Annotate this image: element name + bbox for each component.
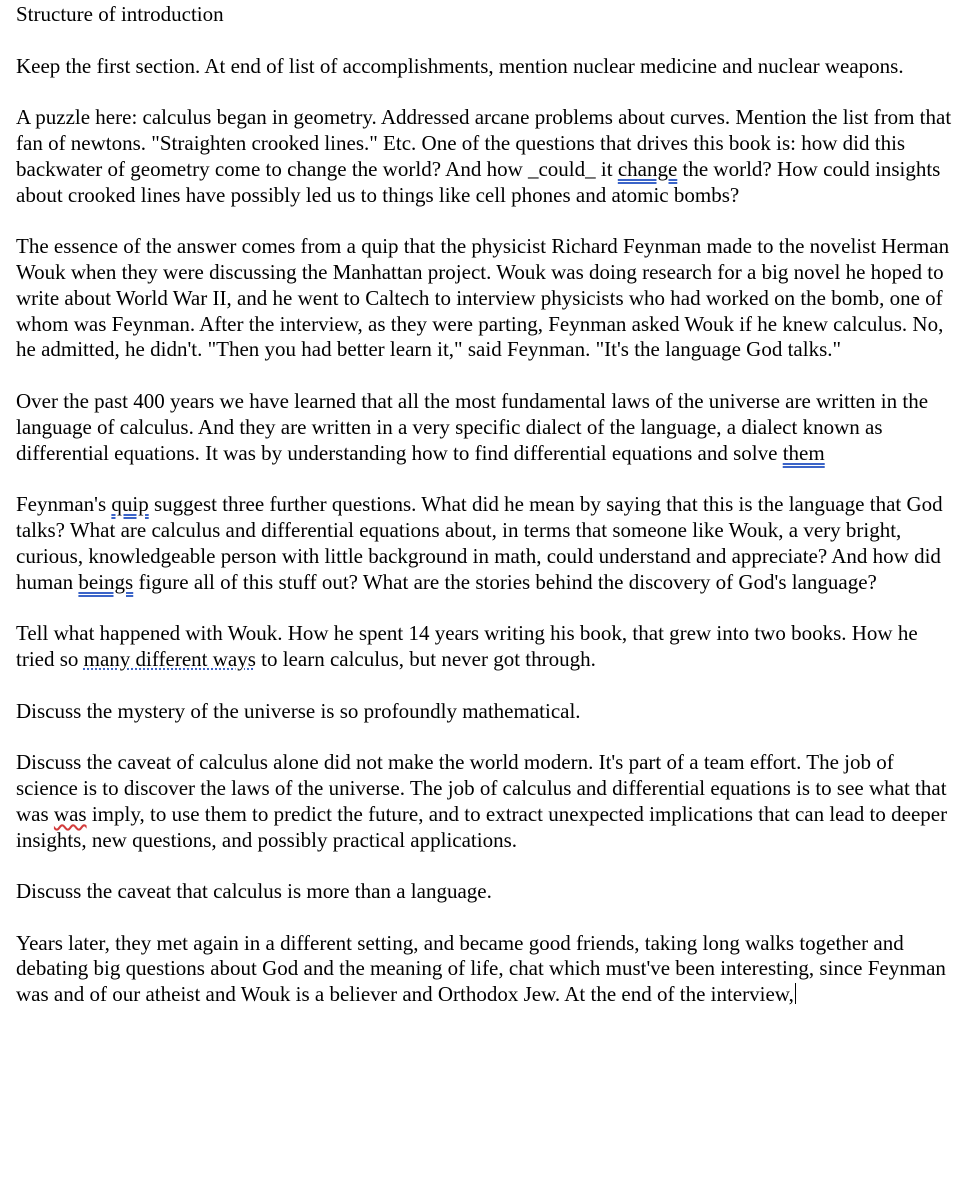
paragraph-5-text-e: figure all of this stuff out? What are the stories behind the discovery of God's language? [133, 569, 877, 594]
paragraph-2[interactable] [16, 105, 956, 208]
paragraph-5[interactable] [16, 492, 956, 595]
paragraph-1[interactable]: Keep the first section. At end of list of accomplishments, mention nuclear medicine and nuclear weapons. [16, 53, 904, 78]
paragraph-2-text-a: A puzzle here: calculus began in geometry. Addressed arcane problems about curves. Mention the list from that fan of newtons. "Straighten crooked lines." Etc. One of the questions that drives this book is: how did this backwater of geometry come to change the world? And how _could_ it [16, 105, 952, 181]
document-body[interactable] [16, 2, 956, 1034]
paragraph-8[interactable] [16, 750, 956, 853]
grammar-flag-quip[interactable]: quip [111, 492, 149, 517]
paragraph-7[interactable]: Discuss the mystery of the universe is so profoundly mathematical. [16, 698, 581, 723]
paragraph-9[interactable]: Discuss the caveat that calculus is more than a language. [16, 879, 492, 904]
paragraph-6-text-c: to learn calculus, but never got through. [255, 646, 596, 671]
paragraph-8-text-a: Discuss the caveat of calculus alone did not make the world modern. It's part of a team effort. The job of science is to discover the laws of the universe. The job of calculus and differential equations is to see what that was [16, 750, 947, 826]
spelling-flag-was[interactable]: was [53, 801, 87, 826]
paragraph-5-text-c: suggest three further questions. What did he mean by saying that this is the language that God talks? What are calculus and differential equations about, in terms that someone like Wouk, a very bright, curious, knowledgeable person with little background in math, could understand and appreciate? And how did human [16, 492, 943, 594]
paragraph-2-text-c: the world? How could insights about crooked lines have possibly led us to things like cell phones and atomic bombs? [16, 156, 941, 207]
paragraph-8-text-c: imply, to use them to predict the future, and to extract unexpected implications that can lead to deeper insights, new questions, and possibly practical applications. [16, 801, 948, 852]
paragraph-10[interactable] [16, 931, 956, 1008]
grammar-flag-beings[interactable]: beings [78, 569, 134, 594]
paragraph-6-text-a: Tell what happened with Wouk. How he spent 14 years writing his book, that grew into two books. How he tried so [16, 621, 918, 671]
paragraph-4[interactable] [16, 389, 956, 466]
document-title[interactable]: Structure of introduction [16, 2, 224, 26]
grammar-flag-them[interactable]: them [782, 440, 825, 465]
text-cursor [795, 983, 796, 1004]
paragraph-10-text: Years later, they met again in a different setting, and became good friends, taking long walks together and debating big questions about God and the meaning of life, chat which must've been interesting, since Feynman was and of our atheist and Wouk is a believer and Orthodox Jew. At the end of the interview, [16, 930, 946, 1007]
paragraph-3[interactable]: The essence of the answer comes from a quip that the physicist Richard Feynman made to the novelist Herman Wouk when they were discussing the Manhattan project. Wouk was doing research for a big novel he hoped to write about World War II, and he went to Caltech to interview physicists who had worked on the bomb, one of whom was Feynman. After the interview, as they were parting, Feynman asked Wouk if he knew calculus. No, he admitted, he didn't. "Then you had better learn it," said Feynman. "It's the language God talks." [16, 234, 950, 362]
style-flag-many-different-ways[interactable]: many different ways [83, 646, 256, 671]
grammar-flag-change[interactable]: change [617, 156, 678, 181]
paragraph-5-text-a: Feynman's [16, 492, 112, 517]
paragraph-4-text-a: Over the past 400 years we have learned that all the most fundamental laws of the universe are written in the language of calculus. And they are written in a very specific dialect of the language, a dialect known as differential equations. It was by understanding how to find differential equations and solve [16, 388, 929, 465]
paragraph-6[interactable] [16, 621, 956, 673]
